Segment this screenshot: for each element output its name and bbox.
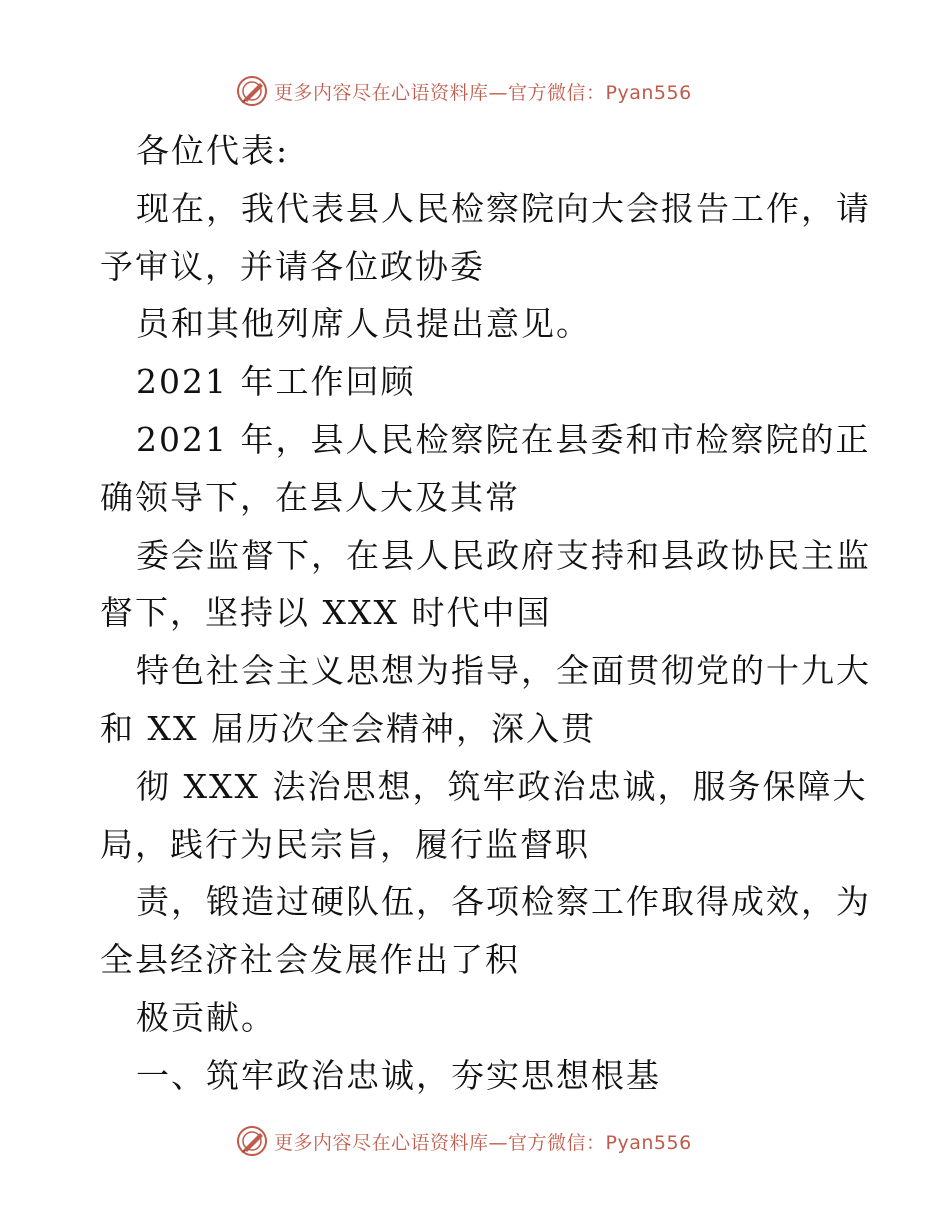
- text-line: 特色社会主义思想为指导，全面贯彻党的十九大: [136, 651, 871, 691]
- text-line: 和 XX 届历次全会精神，深入贯: [100, 708, 596, 748]
- text-line: 予审议，并请各位政协委: [100, 246, 485, 286]
- document-body: [100, 122, 871, 1105]
- text-line: 督下，坚持以 XXX 时代中国: [100, 593, 552, 633]
- text-line: 彻 XXX 法治思想，筑牢政治忠诚，服务保障大: [136, 766, 868, 806]
- text-line: 2021 年，县人民检察院在县委和市检察院的正: [136, 419, 871, 459]
- text-line: 全县经济社会发展作出了积: [100, 940, 520, 980]
- text-line: 责，锻造过硬队伍，各项检察工作取得成效，为: [136, 882, 871, 922]
- text-line: 委会监督下，在县人民政府支持和县政协民主监: [136, 535, 871, 575]
- header-watermark: [236, 74, 692, 108]
- text-line: 现在，我代表县人民检察院向大会报告工作，请: [136, 188, 871, 228]
- banner-text: 更多内容尽在心语资料库—官方微信：Pyan556: [274, 1131, 692, 1154]
- text-line: 确领导下，在县人大及其常: [100, 477, 520, 517]
- text-line: 员和其他列席人员提出意见。: [136, 304, 591, 344]
- banner-text: 更多内容尽在心语资料库—官方微信：Pyan556: [274, 81, 692, 104]
- text-line: 局，践行为民宗旨，履行监督职: [100, 824, 590, 864]
- text-line: 极贡献。: [136, 997, 276, 1037]
- text-line: 各位代表:: [136, 131, 290, 170]
- footer-watermark: [236, 1124, 692, 1158]
- text-line: 2021 年工作回顾: [136, 362, 416, 402]
- pen-logo-icon: [236, 1125, 268, 1157]
- pen-logo-icon: [236, 75, 268, 107]
- text-line: 一、筑牢政治忠诚，夯实思想根基: [136, 1055, 661, 1095]
